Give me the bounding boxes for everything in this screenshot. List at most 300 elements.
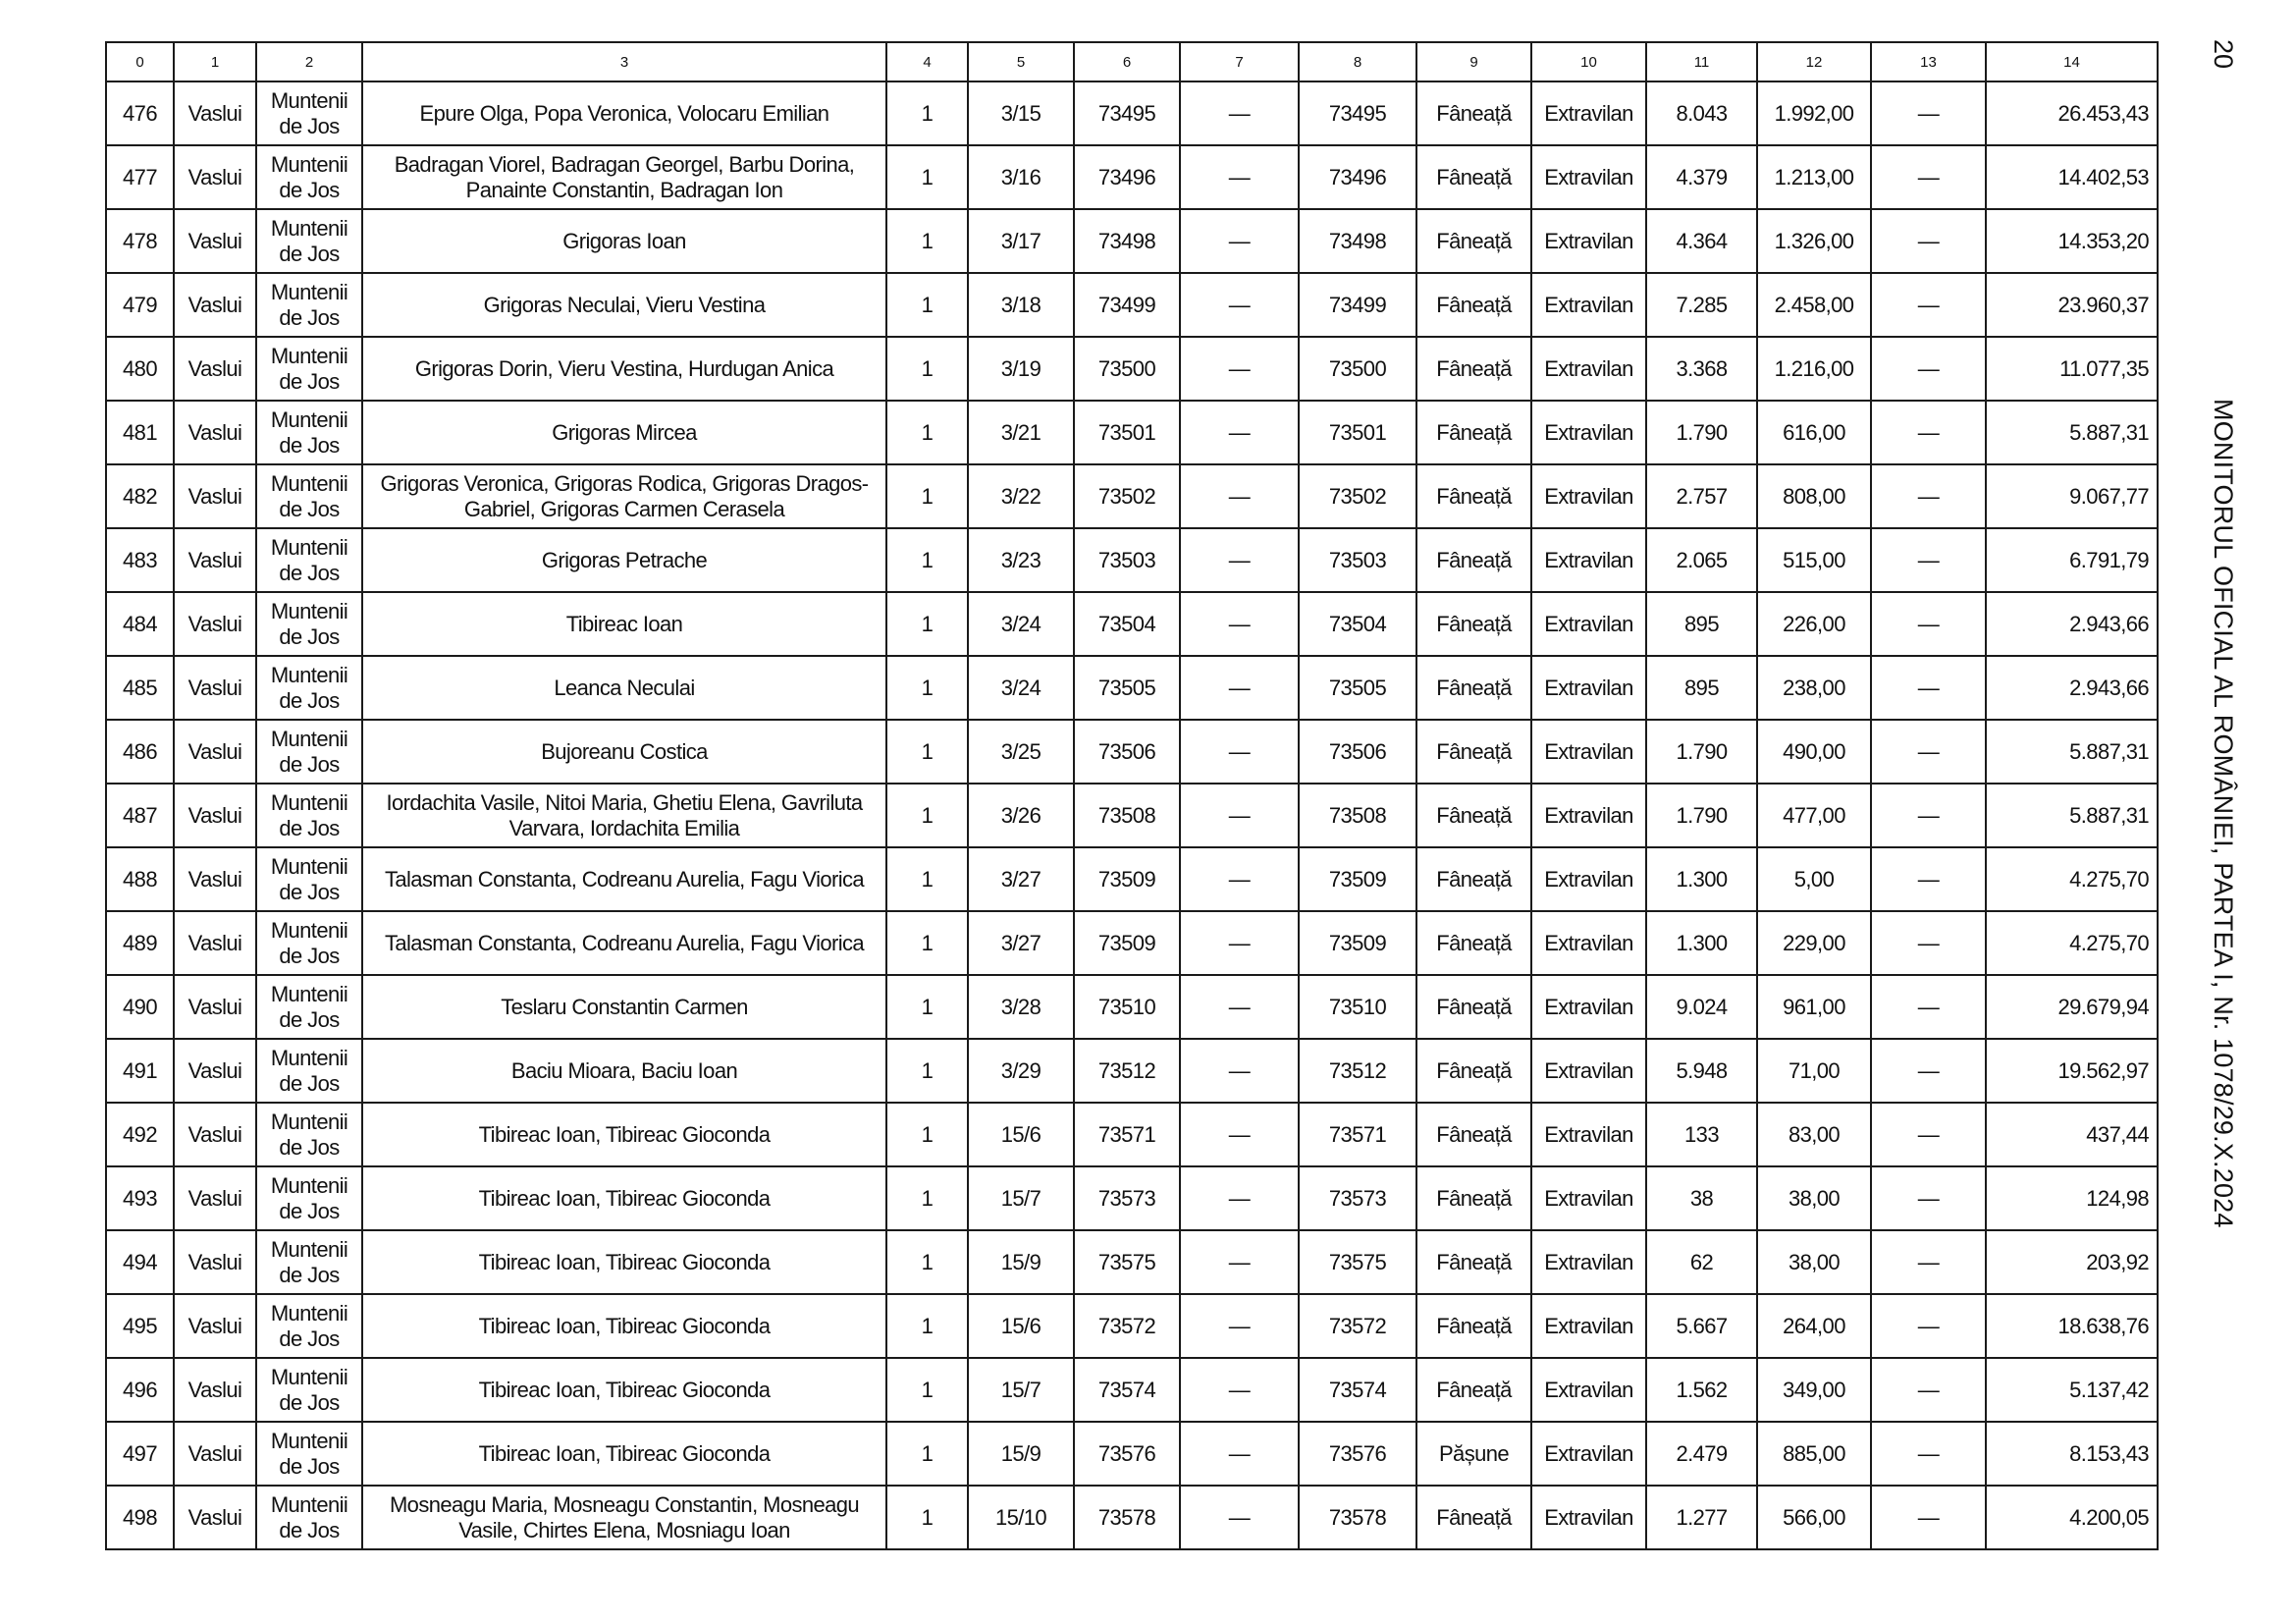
running-header bbox=[2204, 39, 2243, 1571]
table-cell-col-1: Vaslui bbox=[174, 1103, 256, 1166]
table-cell-col-13: — bbox=[1871, 1103, 1986, 1166]
table-cell-col-8: 73504 bbox=[1299, 592, 1416, 656]
column-header-13: 13 bbox=[1871, 42, 1986, 81]
table-cell-col-10: Extravilan bbox=[1531, 528, 1646, 592]
table-cell-col-1: Vaslui bbox=[174, 464, 256, 528]
table-cell-col-6: 73500 bbox=[1074, 337, 1180, 401]
table-cell-col-13: — bbox=[1871, 656, 1986, 720]
table-cell-col-1: Vaslui bbox=[174, 1230, 256, 1294]
table-cell-col-3: Tibireac Ioan, Tibireac Gioconda bbox=[362, 1103, 886, 1166]
table-row bbox=[106, 337, 2158, 401]
table-cell-col-8: 73575 bbox=[1299, 1230, 1416, 1294]
table-cell-col-5: 3/15 bbox=[968, 81, 1074, 145]
table-cell-col-4: 1 bbox=[886, 528, 968, 592]
table-cell-col-9: Fâneață bbox=[1416, 1358, 1531, 1422]
table-cell-col-5: 3/21 bbox=[968, 401, 1074, 464]
table-cell-col-9: Fâneață bbox=[1416, 1166, 1531, 1230]
table-cell-col-5: 15/7 bbox=[968, 1166, 1074, 1230]
table-cell-col-11: 7.285 bbox=[1646, 273, 1757, 337]
table-cell-col-0: 488 bbox=[106, 847, 174, 911]
table-cell-col-0: 483 bbox=[106, 528, 174, 592]
table-cell-col-6: 73509 bbox=[1074, 847, 1180, 911]
table-cell-col-12: 349,00 bbox=[1757, 1358, 1871, 1422]
table-cell-col-13: — bbox=[1871, 1422, 1986, 1486]
table-cell-col-1: Vaslui bbox=[174, 1358, 256, 1422]
table-cell-col-5: 3/25 bbox=[968, 720, 1074, 784]
table-cell-col-6: 73505 bbox=[1074, 656, 1180, 720]
table-cell-col-6: 73504 bbox=[1074, 592, 1180, 656]
table-cell-col-13: — bbox=[1871, 1294, 1986, 1358]
table-cell-col-14: 5.887,31 bbox=[1986, 720, 2158, 784]
table-cell-col-5: 3/23 bbox=[968, 528, 1074, 592]
table-cell-col-10: Extravilan bbox=[1531, 1422, 1646, 1486]
table-cell-col-14: 14.402,53 bbox=[1986, 145, 2158, 209]
table-cell-col-11: 1.300 bbox=[1646, 911, 1757, 975]
table-cell-col-8: 73571 bbox=[1299, 1103, 1416, 1166]
table-cell-col-9: Fâneață bbox=[1416, 81, 1531, 145]
table-cell-col-3: Tibireac Ioan, Tibireac Gioconda bbox=[362, 1166, 886, 1230]
table-cell-col-6: 73512 bbox=[1074, 1039, 1180, 1103]
table-cell-col-12: 808,00 bbox=[1757, 464, 1871, 528]
column-header-14: 14 bbox=[1986, 42, 2158, 81]
table-cell-col-12: 238,00 bbox=[1757, 656, 1871, 720]
table-cell-col-2: Muntenii de Jos bbox=[256, 401, 362, 464]
table-cell-col-9: Fâneață bbox=[1416, 911, 1531, 975]
table-cell-col-7: — bbox=[1180, 656, 1299, 720]
table-cell-col-12: 38,00 bbox=[1757, 1166, 1871, 1230]
table-cell-col-10: Extravilan bbox=[1531, 784, 1646, 847]
table-cell-col-13: — bbox=[1871, 528, 1986, 592]
table-cell-col-13: — bbox=[1871, 464, 1986, 528]
table-row bbox=[106, 1422, 2158, 1486]
table-cell-col-3: Grigoras Neculai, Vieru Vestina bbox=[362, 273, 886, 337]
table-cell-col-3: Tibireac Ioan, Tibireac Gioconda bbox=[362, 1294, 886, 1358]
table-cell-col-10: Extravilan bbox=[1531, 911, 1646, 975]
table-cell-col-10: Extravilan bbox=[1531, 592, 1646, 656]
column-header-6: 6 bbox=[1074, 42, 1180, 81]
table-cell-col-9: Fâneață bbox=[1416, 784, 1531, 847]
table-cell-col-1: Vaslui bbox=[174, 337, 256, 401]
table-cell-col-5: 3/28 bbox=[968, 975, 1074, 1039]
table-cell-col-3: Leanca Neculai bbox=[362, 656, 886, 720]
table-cell-col-13: — bbox=[1871, 401, 1986, 464]
table-cell-col-1: Vaslui bbox=[174, 1294, 256, 1358]
table-cell-col-3: Tibireac Ioan bbox=[362, 592, 886, 656]
table-cell-col-13: — bbox=[1871, 1230, 1986, 1294]
table-cell-col-9: Fâneață bbox=[1416, 145, 1531, 209]
table-cell-col-8: 73495 bbox=[1299, 81, 1416, 145]
table-row bbox=[106, 81, 2158, 145]
table-cell-col-3: Mosneagu Maria, Mosneagu Constantin, Mosneagu Vasile, Chirtes Elena, Mosniagu Ioan bbox=[362, 1486, 886, 1549]
table-cell-col-3: Teslaru Constantin Carmen bbox=[362, 975, 886, 1039]
table-cell-col-12: 38,00 bbox=[1757, 1230, 1871, 1294]
column-header-7: 7 bbox=[1180, 42, 1299, 81]
table-cell-col-6: 73498 bbox=[1074, 209, 1180, 273]
table-cell-col-2: Muntenii de Jos bbox=[256, 1422, 362, 1486]
table-cell-col-13: — bbox=[1871, 720, 1986, 784]
table-cell-col-4: 1 bbox=[886, 1422, 968, 1486]
table-cell-col-0: 496 bbox=[106, 1358, 174, 1422]
table-cell-col-11: 1.790 bbox=[1646, 401, 1757, 464]
table-cell-col-7: — bbox=[1180, 528, 1299, 592]
table-row bbox=[106, 209, 2158, 273]
table-cell-col-14: 19.562,97 bbox=[1986, 1039, 2158, 1103]
table-cell-col-4: 1 bbox=[886, 847, 968, 911]
table-cell-col-10: Extravilan bbox=[1531, 975, 1646, 1039]
table-cell-col-5: 3/24 bbox=[968, 656, 1074, 720]
table-cell-col-11: 5.948 bbox=[1646, 1039, 1757, 1103]
column-header-11: 11 bbox=[1646, 42, 1757, 81]
column-number-row bbox=[106, 42, 2158, 81]
table-cell-col-14: 5.137,42 bbox=[1986, 1358, 2158, 1422]
table-cell-col-2: Muntenii de Jos bbox=[256, 1166, 362, 1230]
table-cell-col-12: 515,00 bbox=[1757, 528, 1871, 592]
table-cell-col-6: 73576 bbox=[1074, 1422, 1180, 1486]
table-cell-col-9: Fâneață bbox=[1416, 720, 1531, 784]
table-cell-col-4: 1 bbox=[886, 401, 968, 464]
table-cell-col-7: — bbox=[1180, 81, 1299, 145]
table-cell-col-13: — bbox=[1871, 145, 1986, 209]
table-cell-col-1: Vaslui bbox=[174, 656, 256, 720]
table-cell-col-6: 73571 bbox=[1074, 1103, 1180, 1166]
table-header bbox=[106, 42, 2158, 81]
table-cell-col-8: 73510 bbox=[1299, 975, 1416, 1039]
table-cell-col-4: 1 bbox=[886, 592, 968, 656]
table-cell-col-11: 1.790 bbox=[1646, 720, 1757, 784]
table-cell-col-5: 3/19 bbox=[968, 337, 1074, 401]
table-cell-col-2: Muntenii de Jos bbox=[256, 784, 362, 847]
table-cell-col-12: 229,00 bbox=[1757, 911, 1871, 975]
table-cell-col-12: 226,00 bbox=[1757, 592, 1871, 656]
table-cell-col-4: 1 bbox=[886, 911, 968, 975]
table-cell-col-7: — bbox=[1180, 592, 1299, 656]
table-cell-col-10: Extravilan bbox=[1531, 1358, 1646, 1422]
table-cell-col-12: 1.216,00 bbox=[1757, 337, 1871, 401]
table-cell-col-8: 73496 bbox=[1299, 145, 1416, 209]
table-cell-col-8: 73505 bbox=[1299, 656, 1416, 720]
table-cell-col-9: Fâneață bbox=[1416, 273, 1531, 337]
table-cell-col-5: 3/17 bbox=[968, 209, 1074, 273]
table-cell-col-11: 9.024 bbox=[1646, 975, 1757, 1039]
table-cell-col-7: — bbox=[1180, 1422, 1299, 1486]
table-cell-col-6: 73503 bbox=[1074, 528, 1180, 592]
table-cell-col-8: 73503 bbox=[1299, 528, 1416, 592]
table-cell-col-11: 895 bbox=[1646, 592, 1757, 656]
table-cell-col-6: 73573 bbox=[1074, 1166, 1180, 1230]
land-register-table bbox=[105, 41, 2159, 1550]
table-cell-col-1: Vaslui bbox=[174, 1486, 256, 1549]
table-cell-col-1: Vaslui bbox=[174, 1422, 256, 1486]
table-cell-col-12: 566,00 bbox=[1757, 1486, 1871, 1549]
table-cell-col-5: 15/10 bbox=[968, 1486, 1074, 1549]
table-cell-col-10: Extravilan bbox=[1531, 847, 1646, 911]
table-cell-col-11: 4.364 bbox=[1646, 209, 1757, 273]
table-cell-col-6: 73574 bbox=[1074, 1358, 1180, 1422]
table-cell-col-7: — bbox=[1180, 1486, 1299, 1549]
table-cell-col-4: 1 bbox=[886, 1294, 968, 1358]
table-cell-col-13: — bbox=[1871, 1039, 1986, 1103]
table-cell-col-14: 203,92 bbox=[1986, 1230, 2158, 1294]
table-cell-col-12: 264,00 bbox=[1757, 1294, 1871, 1358]
table-cell-col-10: Extravilan bbox=[1531, 720, 1646, 784]
table-cell-col-14: 2.943,66 bbox=[1986, 592, 2158, 656]
table-cell-col-8: 73501 bbox=[1299, 401, 1416, 464]
table-cell-col-4: 1 bbox=[886, 784, 968, 847]
table-cell-col-10: Extravilan bbox=[1531, 401, 1646, 464]
table-row bbox=[106, 1103, 2158, 1166]
table-cell-col-8: 73509 bbox=[1299, 911, 1416, 975]
table-cell-col-5: 3/27 bbox=[968, 911, 1074, 975]
table-cell-col-2: Muntenii de Jos bbox=[256, 337, 362, 401]
table-cell-col-14: 11.077,35 bbox=[1986, 337, 2158, 401]
table-cell-col-5: 3/16 bbox=[968, 145, 1074, 209]
table-cell-col-5: 3/29 bbox=[968, 1039, 1074, 1103]
table-cell-col-14: 26.453,43 bbox=[1986, 81, 2158, 145]
table-cell-col-3: Grigoras Veronica, Grigoras Rodica, Grigoras Dragos-Gabriel, Grigoras Carmen Cerasela bbox=[362, 464, 886, 528]
table-cell-col-2: Muntenii de Jos bbox=[256, 1039, 362, 1103]
table-cell-col-7: — bbox=[1180, 1230, 1299, 1294]
table-row bbox=[106, 720, 2158, 784]
table-cell-col-9: Fâneață bbox=[1416, 464, 1531, 528]
table-cell-col-7: — bbox=[1180, 209, 1299, 273]
table-cell-col-8: 73512 bbox=[1299, 1039, 1416, 1103]
table-cell-col-8: 73573 bbox=[1299, 1166, 1416, 1230]
table-cell-col-9: Fâneață bbox=[1416, 975, 1531, 1039]
table-cell-col-5: 15/6 bbox=[968, 1294, 1074, 1358]
table-cell-col-1: Vaslui bbox=[174, 1166, 256, 1230]
table-cell-col-12: 1.992,00 bbox=[1757, 81, 1871, 145]
table-cell-col-14: 8.153,43 bbox=[1986, 1422, 2158, 1486]
table-cell-col-7: — bbox=[1180, 337, 1299, 401]
table-cell-col-10: Extravilan bbox=[1531, 464, 1646, 528]
table-cell-col-0: 491 bbox=[106, 1039, 174, 1103]
table-cell-col-11: 1.300 bbox=[1646, 847, 1757, 911]
table-cell-col-9: Fâneață bbox=[1416, 1230, 1531, 1294]
table-cell-col-4: 1 bbox=[886, 1103, 968, 1166]
table-cell-col-7: — bbox=[1180, 975, 1299, 1039]
table-cell-col-5: 15/6 bbox=[968, 1103, 1074, 1166]
table-cell-col-12: 1.213,00 bbox=[1757, 145, 1871, 209]
table-cell-col-8: 73502 bbox=[1299, 464, 1416, 528]
table-cell-col-8: 73500 bbox=[1299, 337, 1416, 401]
table-cell-col-4: 1 bbox=[886, 273, 968, 337]
table-cell-col-6: 73508 bbox=[1074, 784, 1180, 847]
table-cell-col-3: Epure Olga, Popa Veronica, Volocaru Emilian bbox=[362, 81, 886, 145]
table-cell-col-3: Badragan Viorel, Badragan Georgel, Barbu Dorina, Panainte Constantin, Badragan Ion bbox=[362, 145, 886, 209]
table-cell-col-12: 477,00 bbox=[1757, 784, 1871, 847]
table-cell-col-13: — bbox=[1871, 1486, 1986, 1549]
column-header-3: 3 bbox=[362, 42, 886, 81]
table-cell-col-7: — bbox=[1180, 401, 1299, 464]
table-cell-col-4: 1 bbox=[886, 145, 968, 209]
table-cell-col-4: 1 bbox=[886, 1039, 968, 1103]
table-cell-col-1: Vaslui bbox=[174, 209, 256, 273]
table-row bbox=[106, 911, 2158, 975]
table-cell-col-2: Muntenii de Jos bbox=[256, 209, 362, 273]
table-cell-col-4: 1 bbox=[886, 1486, 968, 1549]
table-cell-col-14: 4.200,05 bbox=[1986, 1486, 2158, 1549]
table-cell-col-0: 492 bbox=[106, 1103, 174, 1166]
table-cell-col-2: Muntenii de Jos bbox=[256, 720, 362, 784]
table-cell-col-11: 1.277 bbox=[1646, 1486, 1757, 1549]
table-cell-col-10: Extravilan bbox=[1531, 656, 1646, 720]
column-header-9: 9 bbox=[1416, 42, 1531, 81]
table-cell-col-7: — bbox=[1180, 1103, 1299, 1166]
table-cell-col-7: — bbox=[1180, 1166, 1299, 1230]
column-header-4: 4 bbox=[886, 42, 968, 81]
table-cell-col-1: Vaslui bbox=[174, 911, 256, 975]
table-cell-col-6: 73499 bbox=[1074, 273, 1180, 337]
table-cell-col-4: 1 bbox=[886, 1166, 968, 1230]
table-cell-col-9: Fâneață bbox=[1416, 1039, 1531, 1103]
table-cell-col-9: Fâneață bbox=[1416, 1294, 1531, 1358]
table-cell-col-7: — bbox=[1180, 1294, 1299, 1358]
table-cell-col-7: — bbox=[1180, 273, 1299, 337]
table-cell-col-11: 133 bbox=[1646, 1103, 1757, 1166]
page-number: 20 bbox=[2209, 39, 2238, 70]
table-cell-col-6: 73572 bbox=[1074, 1294, 1180, 1358]
table-cell-col-13: — bbox=[1871, 209, 1986, 273]
table-cell-col-0: 494 bbox=[106, 1230, 174, 1294]
table-cell-col-9: Fâneață bbox=[1416, 401, 1531, 464]
table-row bbox=[106, 464, 2158, 528]
table-cell-col-10: Extravilan bbox=[1531, 273, 1646, 337]
table-cell-col-5: 3/22 bbox=[968, 464, 1074, 528]
table-cell-col-13: — bbox=[1871, 273, 1986, 337]
table-cell-col-7: — bbox=[1180, 847, 1299, 911]
table-row bbox=[106, 592, 2158, 656]
table-body bbox=[106, 81, 2158, 1549]
column-header-0: 0 bbox=[106, 42, 174, 81]
table-row bbox=[106, 847, 2158, 911]
publication-title: MONITORUL OFICIAL AL ROMÂNIEI, PARTEA I, Nr. 1078/29.X.2024 bbox=[2209, 399, 2238, 1228]
table-cell-col-4: 1 bbox=[886, 720, 968, 784]
table-cell-col-3: Bujoreanu Costica bbox=[362, 720, 886, 784]
table-cell-col-9: Fâneață bbox=[1416, 847, 1531, 911]
table-cell-col-9: Fâneață bbox=[1416, 209, 1531, 273]
table-cell-col-3: Talasman Constanta, Codreanu Aurelia, Fagu Viorica bbox=[362, 911, 886, 975]
table-cell-col-2: Muntenii de Jos bbox=[256, 528, 362, 592]
table-cell-col-7: — bbox=[1180, 720, 1299, 784]
table-cell-col-10: Extravilan bbox=[1531, 1294, 1646, 1358]
table-cell-col-12: 5,00 bbox=[1757, 847, 1871, 911]
column-header-5: 5 bbox=[968, 42, 1074, 81]
table-cell-col-0: 480 bbox=[106, 337, 174, 401]
table-cell-col-3: Iordachita Vasile, Nitoi Maria, Ghetiu Elena, Gavriluta Varvara, Iordachita Emilia bbox=[362, 784, 886, 847]
table-cell-col-6: 73578 bbox=[1074, 1486, 1180, 1549]
table-cell-col-13: — bbox=[1871, 1358, 1986, 1422]
table-cell-col-11: 3.368 bbox=[1646, 337, 1757, 401]
table-cell-col-1: Vaslui bbox=[174, 784, 256, 847]
table-cell-col-13: — bbox=[1871, 81, 1986, 145]
table-cell-col-4: 1 bbox=[886, 209, 968, 273]
table-cell-col-11: 2.479 bbox=[1646, 1422, 1757, 1486]
table-cell-col-9: Fâneață bbox=[1416, 1486, 1531, 1549]
table-cell-col-10: Extravilan bbox=[1531, 1103, 1646, 1166]
table-cell-col-0: 484 bbox=[106, 592, 174, 656]
table-cell-col-8: 73578 bbox=[1299, 1486, 1416, 1549]
table-cell-col-10: Extravilan bbox=[1531, 337, 1646, 401]
table-cell-col-10: Extravilan bbox=[1531, 145, 1646, 209]
table-cell-col-1: Vaslui bbox=[174, 1039, 256, 1103]
table-cell-col-10: Extravilan bbox=[1531, 1166, 1646, 1230]
table-cell-col-14: 14.353,20 bbox=[1986, 209, 2158, 273]
table-cell-col-1: Vaslui bbox=[174, 975, 256, 1039]
table-cell-col-10: Extravilan bbox=[1531, 1230, 1646, 1294]
table-cell-col-2: Muntenii de Jos bbox=[256, 847, 362, 911]
table-cell-col-8: 73498 bbox=[1299, 209, 1416, 273]
table-cell-col-1: Vaslui bbox=[174, 847, 256, 911]
table-cell-col-1: Vaslui bbox=[174, 720, 256, 784]
table-row bbox=[106, 1230, 2158, 1294]
table-cell-col-14: 4.275,70 bbox=[1986, 911, 2158, 975]
table-cell-col-14: 5.887,31 bbox=[1986, 401, 2158, 464]
table-cell-col-14: 2.943,66 bbox=[1986, 656, 2158, 720]
table-cell-col-3: Baciu Mioara, Baciu Ioan bbox=[362, 1039, 886, 1103]
table-cell-col-0: 476 bbox=[106, 81, 174, 145]
table-cell-col-0: 497 bbox=[106, 1422, 174, 1486]
table-cell-col-14: 124,98 bbox=[1986, 1166, 2158, 1230]
table-cell-col-11: 8.043 bbox=[1646, 81, 1757, 145]
table-cell-col-11: 895 bbox=[1646, 656, 1757, 720]
table-cell-col-0: 487 bbox=[106, 784, 174, 847]
table-cell-col-13: — bbox=[1871, 337, 1986, 401]
table-cell-col-0: 477 bbox=[106, 145, 174, 209]
table-cell-col-4: 1 bbox=[886, 337, 968, 401]
table-cell-col-5: 3/24 bbox=[968, 592, 1074, 656]
table-cell-col-4: 1 bbox=[886, 81, 968, 145]
table-row bbox=[106, 784, 2158, 847]
table-cell-col-11: 1.790 bbox=[1646, 784, 1757, 847]
table-row bbox=[106, 528, 2158, 592]
table-cell-col-2: Muntenii de Jos bbox=[256, 464, 362, 528]
table-cell-col-6: 73502 bbox=[1074, 464, 1180, 528]
table-cell-col-14: 6.791,79 bbox=[1986, 528, 2158, 592]
table-cell-col-3: Tibireac Ioan, Tibireac Gioconda bbox=[362, 1230, 886, 1294]
table-cell-col-2: Muntenii de Jos bbox=[256, 975, 362, 1039]
table-cell-col-0: 479 bbox=[106, 273, 174, 337]
table-cell-col-13: — bbox=[1871, 784, 1986, 847]
column-header-12: 12 bbox=[1757, 42, 1871, 81]
table-cell-col-3: Talasman Constanta, Codreanu Aurelia, Fagu Viorica bbox=[362, 847, 886, 911]
table-cell-col-2: Muntenii de Jos bbox=[256, 592, 362, 656]
table-cell-col-12: 71,00 bbox=[1757, 1039, 1871, 1103]
table-row bbox=[106, 1486, 2158, 1549]
table-cell-col-7: — bbox=[1180, 1358, 1299, 1422]
table-cell-col-14: 9.067,77 bbox=[1986, 464, 2158, 528]
table-cell-col-8: 73499 bbox=[1299, 273, 1416, 337]
table-cell-col-2: Muntenii de Jos bbox=[256, 81, 362, 145]
table-row bbox=[106, 1039, 2158, 1103]
table-cell-col-6: 73496 bbox=[1074, 145, 1180, 209]
table-cell-col-11: 62 bbox=[1646, 1230, 1757, 1294]
table-cell-col-1: Vaslui bbox=[174, 592, 256, 656]
table-row bbox=[106, 401, 2158, 464]
table-cell-col-2: Muntenii de Jos bbox=[256, 1230, 362, 1294]
table-cell-col-3: Grigoras Petrache bbox=[362, 528, 886, 592]
table-cell-col-7: — bbox=[1180, 911, 1299, 975]
column-header-8: 8 bbox=[1299, 42, 1416, 81]
table-cell-col-1: Vaslui bbox=[174, 145, 256, 209]
table-cell-col-2: Muntenii de Jos bbox=[256, 1358, 362, 1422]
table-cell-col-3: Tibireac Ioan, Tibireac Gioconda bbox=[362, 1358, 886, 1422]
table-row bbox=[106, 975, 2158, 1039]
table-cell-col-0: 490 bbox=[106, 975, 174, 1039]
table-cell-col-3: Grigoras Ioan bbox=[362, 209, 886, 273]
table-cell-col-2: Muntenii de Jos bbox=[256, 1103, 362, 1166]
table-row bbox=[106, 656, 2158, 720]
table-cell-col-12: 1.326,00 bbox=[1757, 209, 1871, 273]
